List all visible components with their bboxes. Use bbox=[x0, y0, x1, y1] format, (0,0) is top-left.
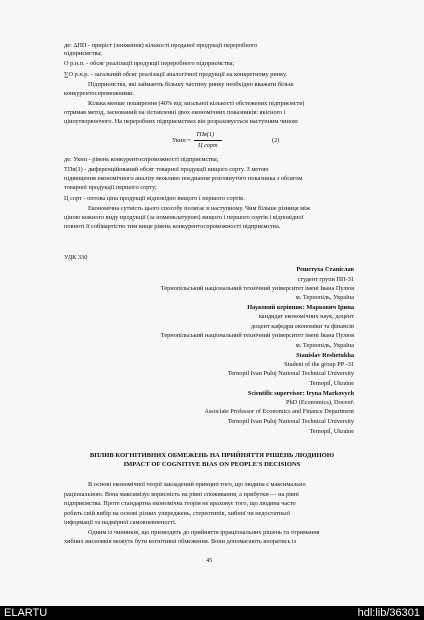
footer-bar bbox=[0, 606, 424, 620]
text-line: де: Укнп - рівень конкурентоспроможності підприємства; bbox=[64, 156, 219, 163]
author-info-en: Ternopil Ivan Puluj National Technical University bbox=[227, 370, 354, 377]
body-line: В основі економічної теорії закладений принцип того, що людина є максимально bbox=[88, 481, 306, 488]
article-title-en: IMPACT OF COGNITIVE BIAS ON PEOPLE'S DECISIONS bbox=[123, 461, 301, 468]
text-line: отримав метод, заснований на зіставленні двох економічних показників: якісного і bbox=[64, 109, 286, 116]
author-info-en: Ternopil, Ukraine bbox=[309, 380, 354, 387]
author-info: Тернопільський національний технічний університет імені Івана Пулюя bbox=[160, 285, 354, 292]
supervisor-info: Тернопільський національний технічний університет імені Івана Пулюя bbox=[160, 332, 354, 339]
formula-lhs: Укнп = bbox=[172, 137, 191, 144]
supervisor-info-en: Ternopil, Ukraine bbox=[309, 428, 354, 435]
article-title-uk: ВПЛИВ КОГНІТИВНИХ ОБМЕЖЕНЬ НА ПРИЙНЯТТЯ РІШЕНЬ ЛЮДИНОЮ bbox=[89, 452, 335, 459]
author-info: м. Тернопіль, Україна bbox=[295, 294, 354, 301]
text-line: товарної продукції першого сорту; bbox=[64, 184, 157, 191]
body-line: раціональною. Вона максимізує корисність на рівні споживання, а прибутки — на рівні bbox=[64, 491, 299, 498]
supervisor-name-en: Scientific supervisor: Iryna Markovych bbox=[247, 390, 354, 397]
udc-code: УДК 330 bbox=[64, 254, 88, 261]
formula-denominator: Ц сорт bbox=[198, 142, 218, 149]
author-name: Решетуха Станіслав bbox=[296, 266, 354, 273]
text-line: ∑О р.н.р. - загальний обсяг реалізації аналогічної продукції на конкретному ринку. bbox=[64, 71, 288, 78]
page-number: 45 bbox=[206, 557, 213, 564]
supervisor-info-en: Ternopil Ivan Puluj National Technical University bbox=[227, 418, 354, 425]
supervisor-name: Науковий керівник: Маркович Ірина bbox=[247, 304, 354, 311]
repository-name: ELARTU bbox=[4, 607, 48, 619]
formula-numerator: ТПв(1) bbox=[196, 131, 215, 138]
text-line: де: ΔПП - приріст (зниження) кількості проданої продукції переробного bbox=[64, 42, 258, 49]
text-line: підприємства; bbox=[64, 50, 102, 57]
text-line: конкурентоспроможними. bbox=[64, 90, 135, 97]
text-line: ціною кожного виду продукції (за номенклатурою) вищого і першого сортів і відповідної bbox=[64, 214, 304, 221]
supervisor-info: доцент кафедри економіки та фінансів bbox=[251, 323, 354, 330]
text-line: ТПв(1) - диференційований обсяг товарної продукції вищого сорту. З метою bbox=[64, 166, 269, 173]
body-line: хибних висновків можуть бути когнітивні обмеження. Вони допомагають впоратись із bbox=[64, 538, 297, 545]
formula-number: (2) bbox=[272, 137, 280, 144]
text-line: О р.н.п. - обсяг реалізації продукції переробного підприємства; bbox=[64, 60, 235, 67]
author-name-en: Stanislav Reshetukha bbox=[296, 352, 354, 359]
author-info-en: Student of the group PP -31 bbox=[284, 361, 354, 368]
supervisor-info: м. Тернопіль, Україна bbox=[295, 342, 354, 349]
text-line: Кілька менше поширення (40% від загальної кількості обстежених підприємств) bbox=[88, 100, 305, 107]
text-line: ціноутворюючого. На переробних підприємствах він розраховується наступним чином: bbox=[64, 118, 299, 125]
author-info: студент групи ПП-31 bbox=[297, 276, 354, 283]
text-line: Підприємства, які займають більшу частину ринку необхідно вважати більш bbox=[88, 81, 294, 88]
text-line: повноті її собівартістю тим вище рівень конкурентоспроможності підприємства. bbox=[64, 223, 281, 230]
text-line: Економічна сутність цього способу полягає в наступному. Чим більше різниця між bbox=[88, 205, 311, 212]
text-line: підвищення економічного аналізу можливо поєднання розглянутого показника з обсягом bbox=[64, 175, 303, 182]
supervisor-info: кандидат економічних наук, доцент bbox=[258, 313, 354, 320]
supervisor-info-en: Associate Professor of Economics and Finance Department bbox=[204, 408, 354, 415]
body-line: робить свій вибір на основі різних упереджень, стереотипів, хибної чи недостатньої bbox=[64, 510, 291, 517]
handle-id: hdl:lib/36301 bbox=[357, 607, 420, 619]
body-line: підприємства. Проте стандартна економічна теорія не враховує того, що людина часто bbox=[64, 500, 296, 507]
body-line: Одним із чинників, що призводить до прийняття ірраціональних рішень та отримання bbox=[88, 529, 320, 536]
body-line: інформації та надмірної самовпевненості. bbox=[64, 519, 177, 526]
supervisor-info-en: PhD (Economics), Docent\ bbox=[285, 399, 354, 406]
fraction-line bbox=[194, 140, 222, 141]
text-line: Ц сорт - оптова ціна продукції відповідно вищого і першого сортів. bbox=[64, 195, 245, 202]
